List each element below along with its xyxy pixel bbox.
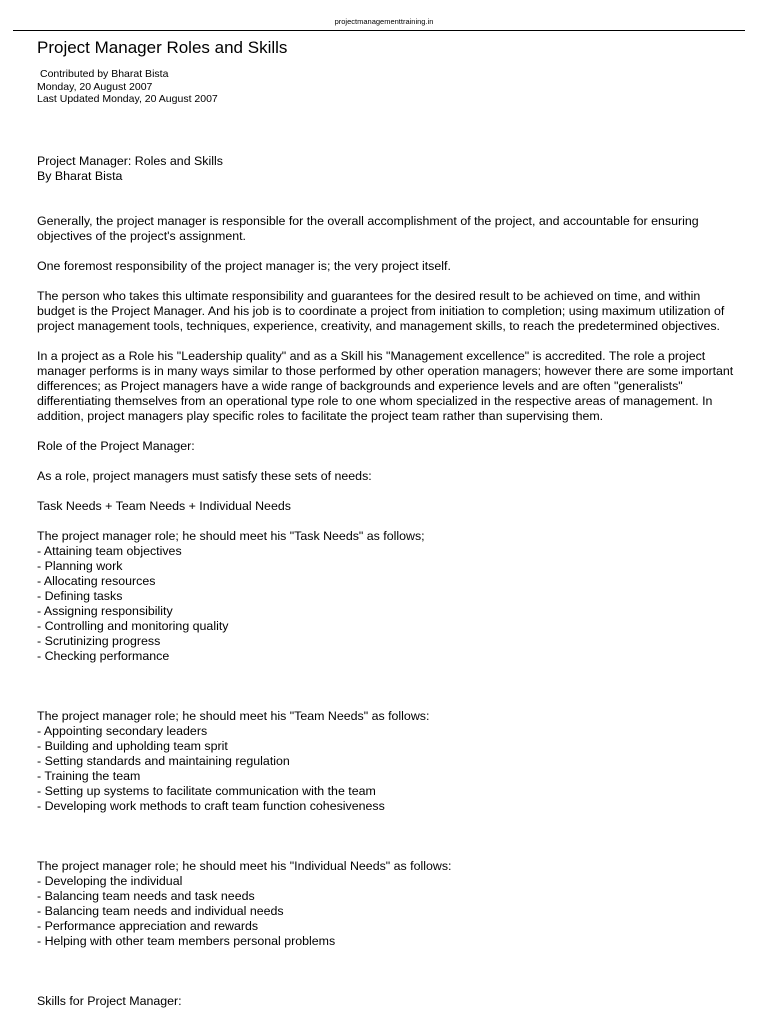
individual-needs-intro: The project manager role; he should meet his "Individual Needs" as follows:: [37, 858, 452, 873]
needs-formula: Task Needs + Team Needs + Individual Needs: [37, 498, 291, 513]
list-item: - Attaining team objectives: [37, 543, 182, 558]
task-needs-list: [37, 544, 737, 664]
list-item: - Checking performance: [37, 648, 170, 663]
list-item: - Controlling and monitoring quality: [37, 618, 229, 633]
list-item: - Developing the individual: [37, 873, 183, 888]
paragraph-3: The person who takes this ultimate responsibility and guarantees for the desired result to be achieved on time, and within budget is the Project Manager. And his job is to coordinate a project from initiation to completion; using maximum utilization of project management tools, techniques, experience, creativity, and management skills, to reach the predetermined objectives.: [37, 288, 725, 333]
skills-heading: Skills for Project Manager:: [37, 993, 182, 1008]
list-item: - Performance appreciation and rewards: [37, 918, 259, 933]
header-divider: [13, 30, 745, 31]
article-subtitle: Project Manager: Roles and Skills: [37, 153, 223, 168]
list-item: - Balancing team needs and task needs: [37, 888, 255, 903]
individual-needs-list: [37, 874, 737, 949]
article-meta: [37, 68, 737, 106]
paragraph-4: In a project as a Role his "Leadership quality" and as a Skill his "Management excellence" is accredited. The role a project manager performs is in many ways similar to those performed by other operation managers; however there are some important differences; as Project managers have a wide range of backgrounds and experience levels and are often "generalists" differentiating themselves from an operational type role to one whom specialized in the respective areas of management. In addition, project managers play specific roles to facilitate the project team rather than supervising them.: [37, 348, 734, 423]
role-intro: As a role, project managers must satisfy these sets of needs:: [37, 468, 372, 483]
paragraph-1: Generally, the project manager is responsible for the overall accomplishment of the project, and accountable for ensuring objectives of the project's assignment.: [37, 213, 699, 243]
contributed-by: Contributed by Bharat Bista: [40, 68, 169, 80]
list-item: - Setting up systems to facilitate communication with the team: [37, 783, 376, 798]
role-heading: Role of the Project Manager:: [37, 438, 195, 453]
task-needs-intro: The project manager role; he should meet his "Task Needs" as follows;: [37, 528, 425, 543]
publish-date: Monday, 20 August 2007: [37, 80, 153, 93]
list-item: - Planning work: [37, 558, 123, 573]
last-updated: Last Updated Monday, 20 August 2007: [37, 93, 218, 105]
team-needs-intro: The project manager role; he should meet his "Team Needs" as follows:: [37, 708, 430, 723]
paragraph-2: One foremost responsibility of the project manager is; the very project itself.: [37, 258, 451, 273]
list-item: - Developing work methods to craft team function cohesiveness: [37, 798, 385, 813]
individual-needs-section: [37, 859, 737, 949]
task-needs-section: [37, 529, 737, 664]
team-needs-section: [37, 709, 737, 814]
team-needs-list: [37, 724, 737, 814]
page-title: Project Manager Roles and Skills: [37, 38, 288, 57]
list-item: - Scrutinizing progress: [37, 633, 161, 648]
document-page: [37, 38, 737, 1009]
list-item: - Helping with other team members personal problems: [37, 933, 336, 948]
site-url-header: projectmanagementtraining.in: [334, 17, 434, 26]
list-item: - Building and upholding team sprit: [37, 738, 228, 753]
list-item: - Defining tasks: [37, 588, 123, 603]
list-item: - Appointing secondary leaders: [37, 723, 208, 738]
list-item: - Allocating resources: [37, 573, 156, 588]
list-item: - Setting standards and maintaining regulation: [37, 753, 290, 768]
list-item: - Training the team: [37, 768, 141, 783]
list-item: - Assigning responsibility: [37, 603, 173, 618]
list-item: - Balancing team needs and individual needs: [37, 903, 284, 918]
article-byline: By Bharat Bista: [37, 168, 123, 183]
